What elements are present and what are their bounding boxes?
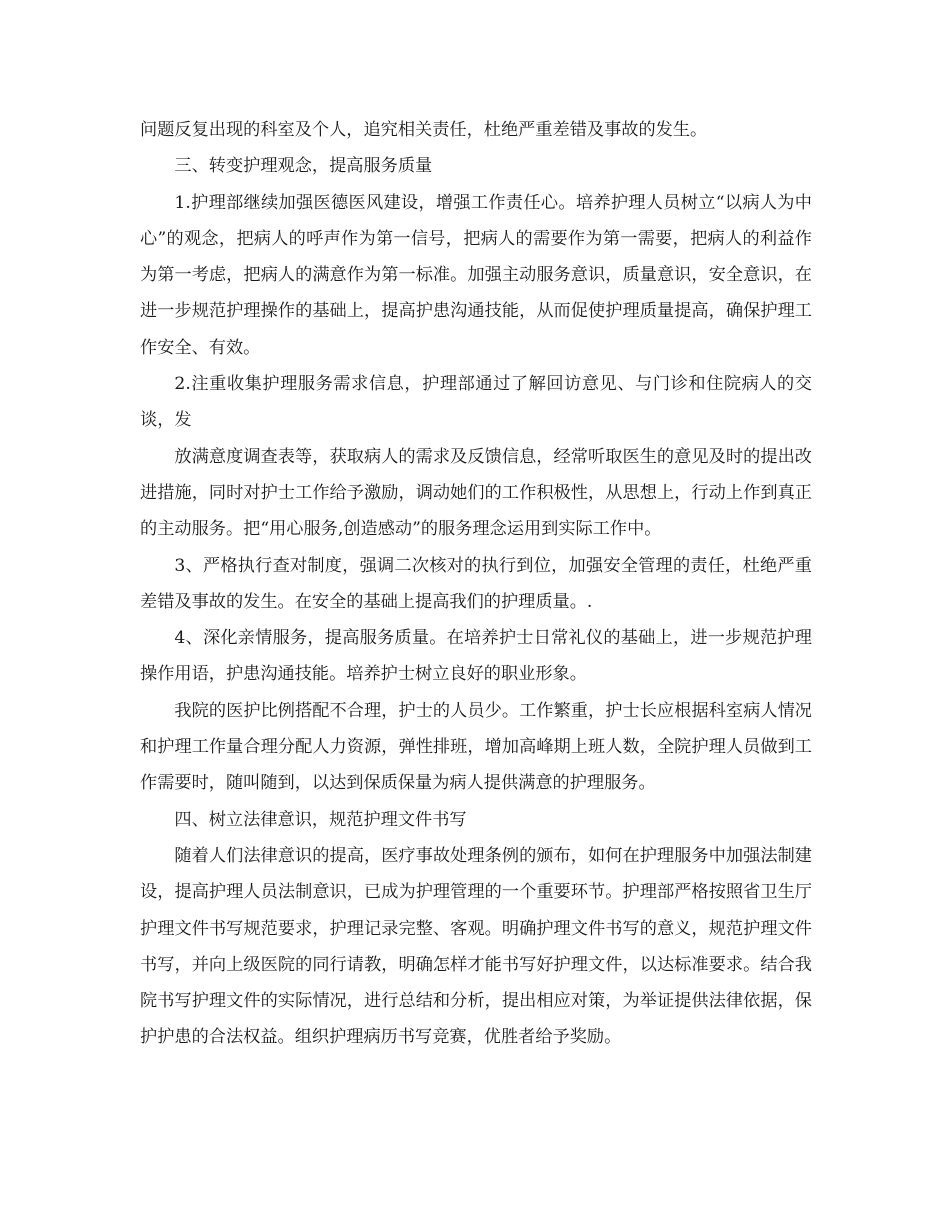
paragraph-item-1: 1.护理部继续加强医德医风建设，增强工作责任心。培养护理人员树立“以病人为中心”的观念，把病人的呼声作为第一信号，把病人的需要作为第一需要，把病人的利益作为第一考虑，把病人的满意作为第一标准。加强主动服务意识，质量意识，安全意识，在进一步规范护理操作的基础上，提高护患沟通技能，从而促使护理质量提高，确保护理工作安全、有效。 xyxy=(140,192,812,358)
paragraph-staffing: 我院的医护比例搭配不合理，护士的人员少。工作繁重，护士长应根据科室病人情况和护理工作量合理分配人力资源，弹性排班，增加高峰期上班人数，全院护理人员做到工作需要时，随叫随到，以达到保质保量为病人提供满意的护理服务。 xyxy=(140,700,812,794)
section-heading-4: 四、树立法律意识，规范护理文件书写 xyxy=(174,809,467,830)
paragraph-item-3: 3、严格执行查对制度，强调二次核对的执行到位，加强安全管理的责任，杜绝严重差错及事故的发生。在安全的基础上提高我们的护理质量。. xyxy=(140,555,812,612)
paragraph-legal-awareness: 随着人们法律意识的提高，医疗事故处理条例的颁布，如何在护理服务中加强法制建设，提高护理人员法制意识，已成为护理管理的一个重要环节。护理部严格按照省卫生厅护理文件书写规范要求，护理记录完整、客观。明确护理文件书写的意义，规范护理文件书写，并向上级医院的同行请教，明确怎样才能书写好护理文件，以达标准要求。结合我院书写护理文件的实际情况，进行总结和分析，提出相应对策，为举证提供法律依据，保护护患的合法权益。组织护理病历书写竞赛，优胜者给予奖励。 xyxy=(140,845,812,1048)
document-body xyxy=(140,112,812,1056)
paragraph-item-2: 2.注重收集护理服务需求信息，护理部通过了解回访意见、与门诊和住院病人的交谈，发 xyxy=(140,374,812,431)
paragraph-item-4: 4、深化亲情服务，提高服务质量。在培养护士日常礼仪的基础上，进一步规范护理操作用语，护患沟通技能。培养护士树立良好的职业形象。 xyxy=(140,628,812,685)
section-heading-3: 三、转变护理观念，提高服务质量 xyxy=(174,156,433,177)
paragraph-item-2-continued: 放满意度调查表等，获取病人的需求及反馈信息，经常听取医生的意见及时的提出改进措施，同时对护士工作给予激励，调动她们的工作积极性，从思想上，行动上作到真正的主动服务。把“用心服务,创造感动”的服务理念运用到实际工作中。 xyxy=(140,446,812,540)
paragraph-continuation: 问题反复出现的科室及个人，追究相关责任，杜绝严重差错及事故的发生。 xyxy=(140,120,708,140)
